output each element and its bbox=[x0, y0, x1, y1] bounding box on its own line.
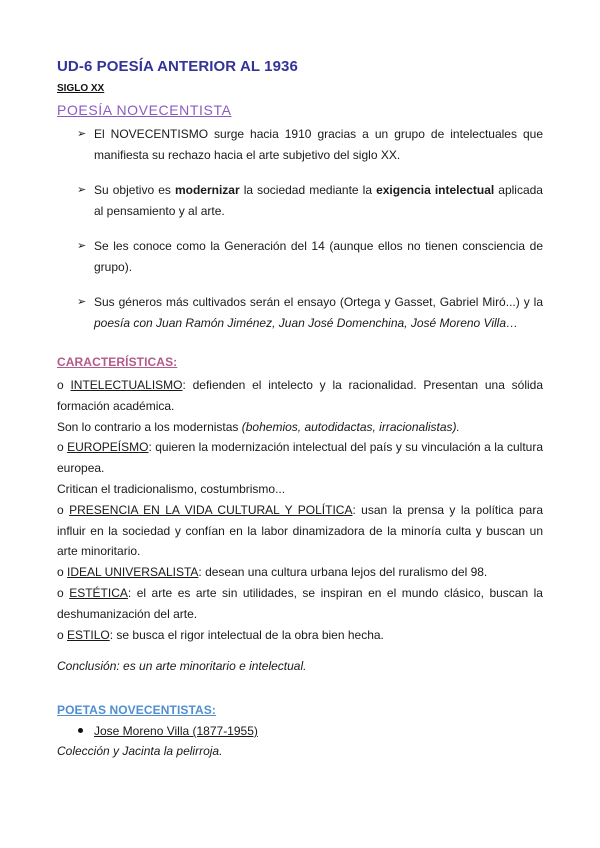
bold-term: exigencia intelectual bbox=[376, 183, 495, 197]
term-desc: : defienden el intelecto y la racionalidad. Presentan una sólida formación académica. bbox=[57, 378, 543, 413]
bullet-text: aplicada al pensamiento y al arte. bbox=[94, 183, 543, 218]
paragraph: Critican el tradicionalismo, costumbrismo... bbox=[57, 481, 286, 496]
arrow-bullet-icon: ➢ bbox=[77, 296, 87, 308]
poet-name: Jose Moreno Villa (1877-1955) bbox=[94, 724, 258, 738]
paragraph-text: Son lo contrario a los modernistas bbox=[57, 419, 242, 434]
caracteristica-item bbox=[57, 625, 543, 646]
bold-term: modernizar bbox=[174, 183, 240, 197]
conclusion: Conclusión: es un arte minoritario e intelectual. bbox=[57, 659, 307, 673]
term-desc: : el arte es arte sin utilidades, se inspiran en el mundo clásico, buscan la deshumanización del arte. bbox=[57, 585, 543, 621]
term: PRESENCIA EN LA VIDA CULTURAL Y POLÍTICA bbox=[69, 502, 353, 517]
section-heading-caracteristicas: CARACTERÍSTICAS: bbox=[57, 355, 178, 369]
item-marker: o bbox=[57, 585, 64, 600]
item-marker: o bbox=[57, 565, 64, 580]
item-marker: o bbox=[57, 502, 64, 517]
item-marker: o bbox=[57, 627, 64, 642]
term: ESTÉTICA bbox=[69, 585, 128, 600]
item-marker: o bbox=[57, 378, 64, 392]
bullet-text: Su objetivo es bbox=[94, 183, 175, 197]
term: EUROPEÍSMO bbox=[67, 440, 149, 455]
item-marker: o bbox=[57, 440, 64, 455]
term: INTELECTUALISMO bbox=[70, 378, 183, 392]
paragraph bbox=[57, 417, 543, 438]
bullet-item bbox=[57, 124, 543, 166]
bullet-dot-icon bbox=[78, 728, 83, 733]
bullet-item bbox=[57, 292, 543, 334]
poetas-list bbox=[57, 721, 543, 761]
caracteristica-item bbox=[57, 375, 543, 417]
bullet-item bbox=[57, 180, 543, 222]
caracteristica-item bbox=[57, 500, 543, 562]
term-desc: : usan la prensa y la política para influir en la sociedad y confían en la labor dinamizadora de la minoría culta y buscan un arte minoritario. bbox=[57, 502, 543, 559]
caracteristica-item bbox=[57, 437, 543, 479]
section-heading-novecentista: POESÍA NOVECENTISTA bbox=[57, 102, 232, 118]
document-subtitle: SIGLO XX bbox=[57, 83, 105, 94]
document-title: UD-6 POESÍA ANTERIOR AL 1936 bbox=[57, 58, 298, 75]
caracteristicas-body bbox=[57, 375, 543, 645]
arrow-bullet-icon: ➢ bbox=[77, 240, 87, 252]
caracteristica-item bbox=[57, 562, 543, 583]
arrow-bullet-icon: ➢ bbox=[77, 128, 87, 140]
bullet-item bbox=[57, 236, 543, 278]
term: ESTILO bbox=[67, 627, 110, 642]
list-item bbox=[57, 721, 543, 741]
italic-text: poesía con Juan Ramón Jiménez, Juan José Domenchina, José Moreno Villa… bbox=[94, 316, 519, 330]
bullet-text: El NOVECENTISMO surge hacia 1910 gracias a un grupo de intelectuales que manifiesta su rechazo hacia el arte subjetivo del siglo XX. bbox=[94, 127, 543, 162]
caracteristica-item bbox=[57, 583, 543, 625]
section-heading-poetas: POETAS NOVECENTISTAS: bbox=[57, 703, 217, 717]
italic-text: (bohemios, autodidactas, irracionalistas). bbox=[241, 419, 460, 434]
bullet-text: Se les conoce como la Generación del 14 (aunque ellos no tienen consciencia de grupo). bbox=[94, 239, 543, 274]
bullet-text: la sociedad mediante la bbox=[239, 183, 377, 197]
term-desc: : se busca el rigor intelectual de la obra bien hecha. bbox=[109, 627, 384, 642]
term-desc: : quieren la modernización intelectual del país y su vinculación a la cultura europea. bbox=[57, 440, 543, 476]
intro-bullet-list bbox=[57, 124, 543, 348]
term-desc: : desean una cultura urbana lejos del ruralismo del 98. bbox=[198, 565, 488, 580]
poet-works: Colección y Jacinta la pelirroja. bbox=[57, 744, 223, 758]
bullet-text: Sus géneros más cultivados serán el ensayo (Ortega y Gasset, Gabriel Miró...) y la bbox=[94, 295, 543, 309]
arrow-bullet-icon: ➢ bbox=[77, 184, 87, 196]
term: IDEAL UNIVERSALISTA bbox=[67, 565, 199, 580]
